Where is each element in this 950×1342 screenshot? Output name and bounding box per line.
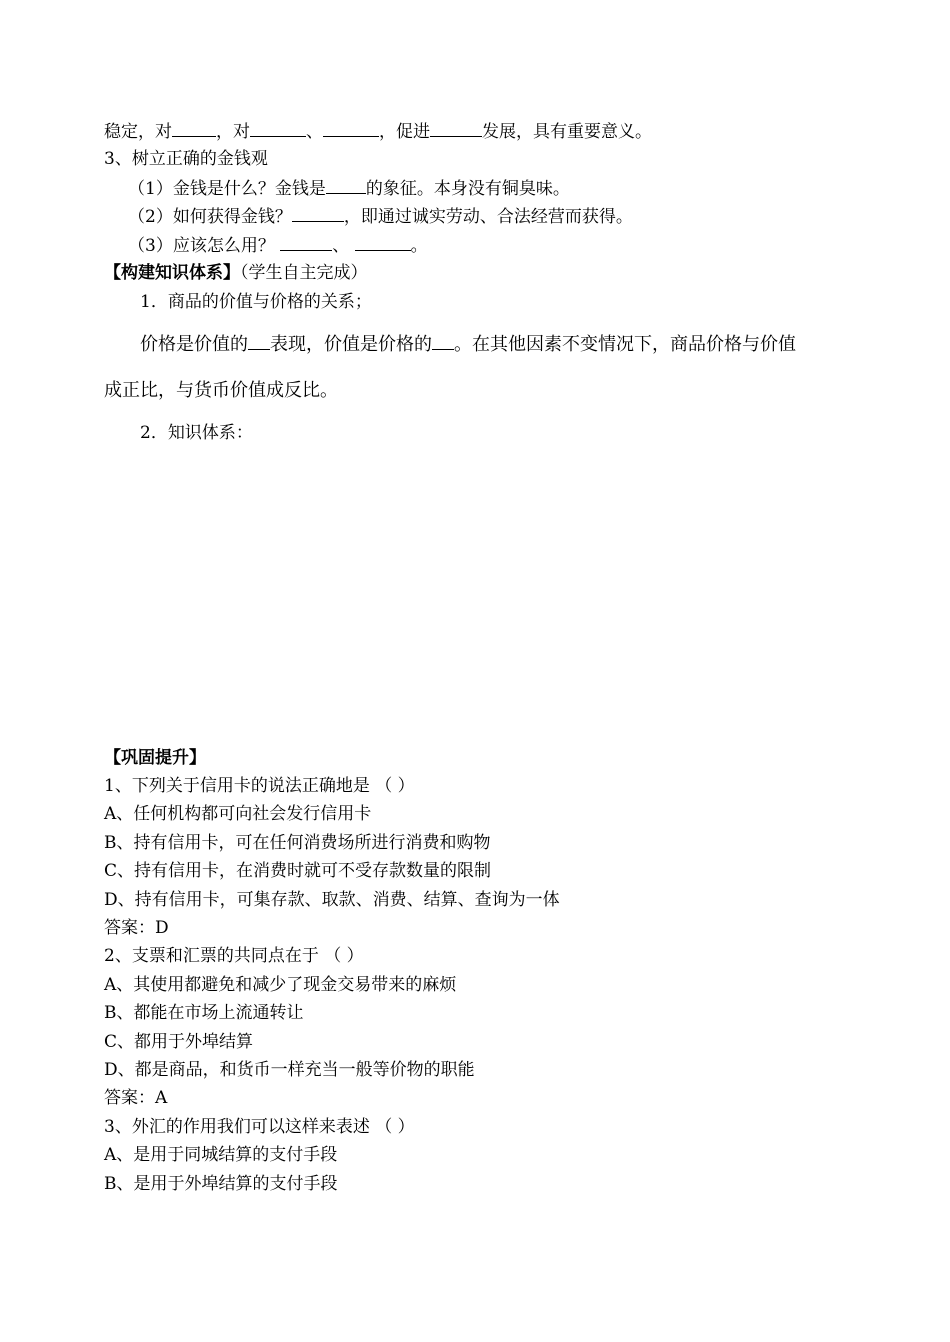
fill-blank — [248, 333, 270, 350]
text-segment: （1）金钱是什么？金钱是 — [128, 179, 326, 199]
question-line: D、持有信用卡，可集存款、取款、消费、结算、查询为一体 — [104, 889, 560, 910]
text-segment: 。在其他因素不变情况下，商品价格与价值 — [454, 334, 796, 355]
fill-blank — [172, 120, 216, 137]
fill-blank — [323, 120, 379, 137]
fill-blank — [292, 205, 344, 222]
section-heading: 3、树立正确的金钱观 — [104, 149, 268, 169]
question-line: 1、下列关于信用卡的说法正确地是 （ ） — [104, 776, 415, 796]
question-line: A、任何机构都可向社会发行信用卡 — [104, 804, 372, 825]
text-line — [128, 234, 428, 257]
list-item: 2．知识体系： — [140, 423, 253, 443]
fill-blank — [432, 333, 454, 350]
question-line: B、是用于外埠结算的支付手段 — [104, 1173, 338, 1194]
text-segment: ，促进 — [379, 122, 430, 142]
question-line: B、持有信用卡，可在任何消费场所进行消费和购物 — [104, 832, 491, 853]
question-line: A、其使用都避免和减少了现金交易带来的麻烦 — [104, 974, 457, 995]
question-line: A、是用于同城结算的支付手段 — [104, 1145, 338, 1166]
text-segment: 。 — [410, 236, 428, 256]
fill-blank — [430, 120, 482, 137]
section-heading — [104, 262, 368, 284]
question-line: B、都能在市场上流通转让 — [104, 1003, 304, 1024]
text-segment: 稳定，对 — [104, 122, 172, 142]
text-segment: ，即通过诚实劳动、合法经营而获得。 — [343, 207, 633, 227]
list-item: 1．商品的价值与价格的关系； — [140, 292, 372, 312]
text-segment: 、 — [332, 236, 350, 256]
text-segment: 价格是价值的 — [140, 334, 248, 355]
question-line: 3、外汇的作用我们可以这样来表述 （ ） — [104, 1116, 415, 1137]
text-segment: ，对 — [216, 122, 250, 142]
question-line: 答案：D — [104, 918, 169, 938]
question-line: C、都用于外埠结算 — [104, 1031, 254, 1052]
text-line — [104, 120, 652, 143]
question-line: 2、支票和汇票的共同点在于 （ ） — [104, 946, 364, 967]
fill-blank — [326, 177, 366, 194]
section-heading: 【巩固提升】 — [104, 748, 206, 768]
fill-blank — [355, 234, 411, 251]
text-segment: 发展，具有重要意义。 — [482, 122, 652, 142]
paragraph-line: 成正比，与货币价值成反比。 — [104, 380, 338, 401]
text-segment: 表现，价值是价格的 — [270, 334, 432, 355]
heading-note: （学生自主完成） — [240, 263, 368, 283]
question-line: C、持有信用卡，在消费时就可不受存款数量的限制 — [104, 861, 492, 882]
question-line: 答案：A — [104, 1088, 168, 1109]
text-line — [128, 205, 633, 228]
text-segment: 的象征。本身没有铜臭味。 — [365, 179, 570, 199]
heading-label: 【构建知识体系】 — [104, 263, 240, 283]
text-line — [128, 177, 570, 200]
question-line: D、都是商品，和货币一样充当一般等价物的职能 — [104, 1060, 475, 1080]
text-segment: 、 — [306, 122, 323, 142]
fill-blank — [280, 234, 332, 251]
text-segment: （2）如何获得金钱？ — [128, 207, 292, 227]
text-segment: （3）应该怎么用？ — [128, 236, 275, 256]
paragraph-line — [140, 333, 796, 356]
fill-blank — [250, 120, 306, 137]
